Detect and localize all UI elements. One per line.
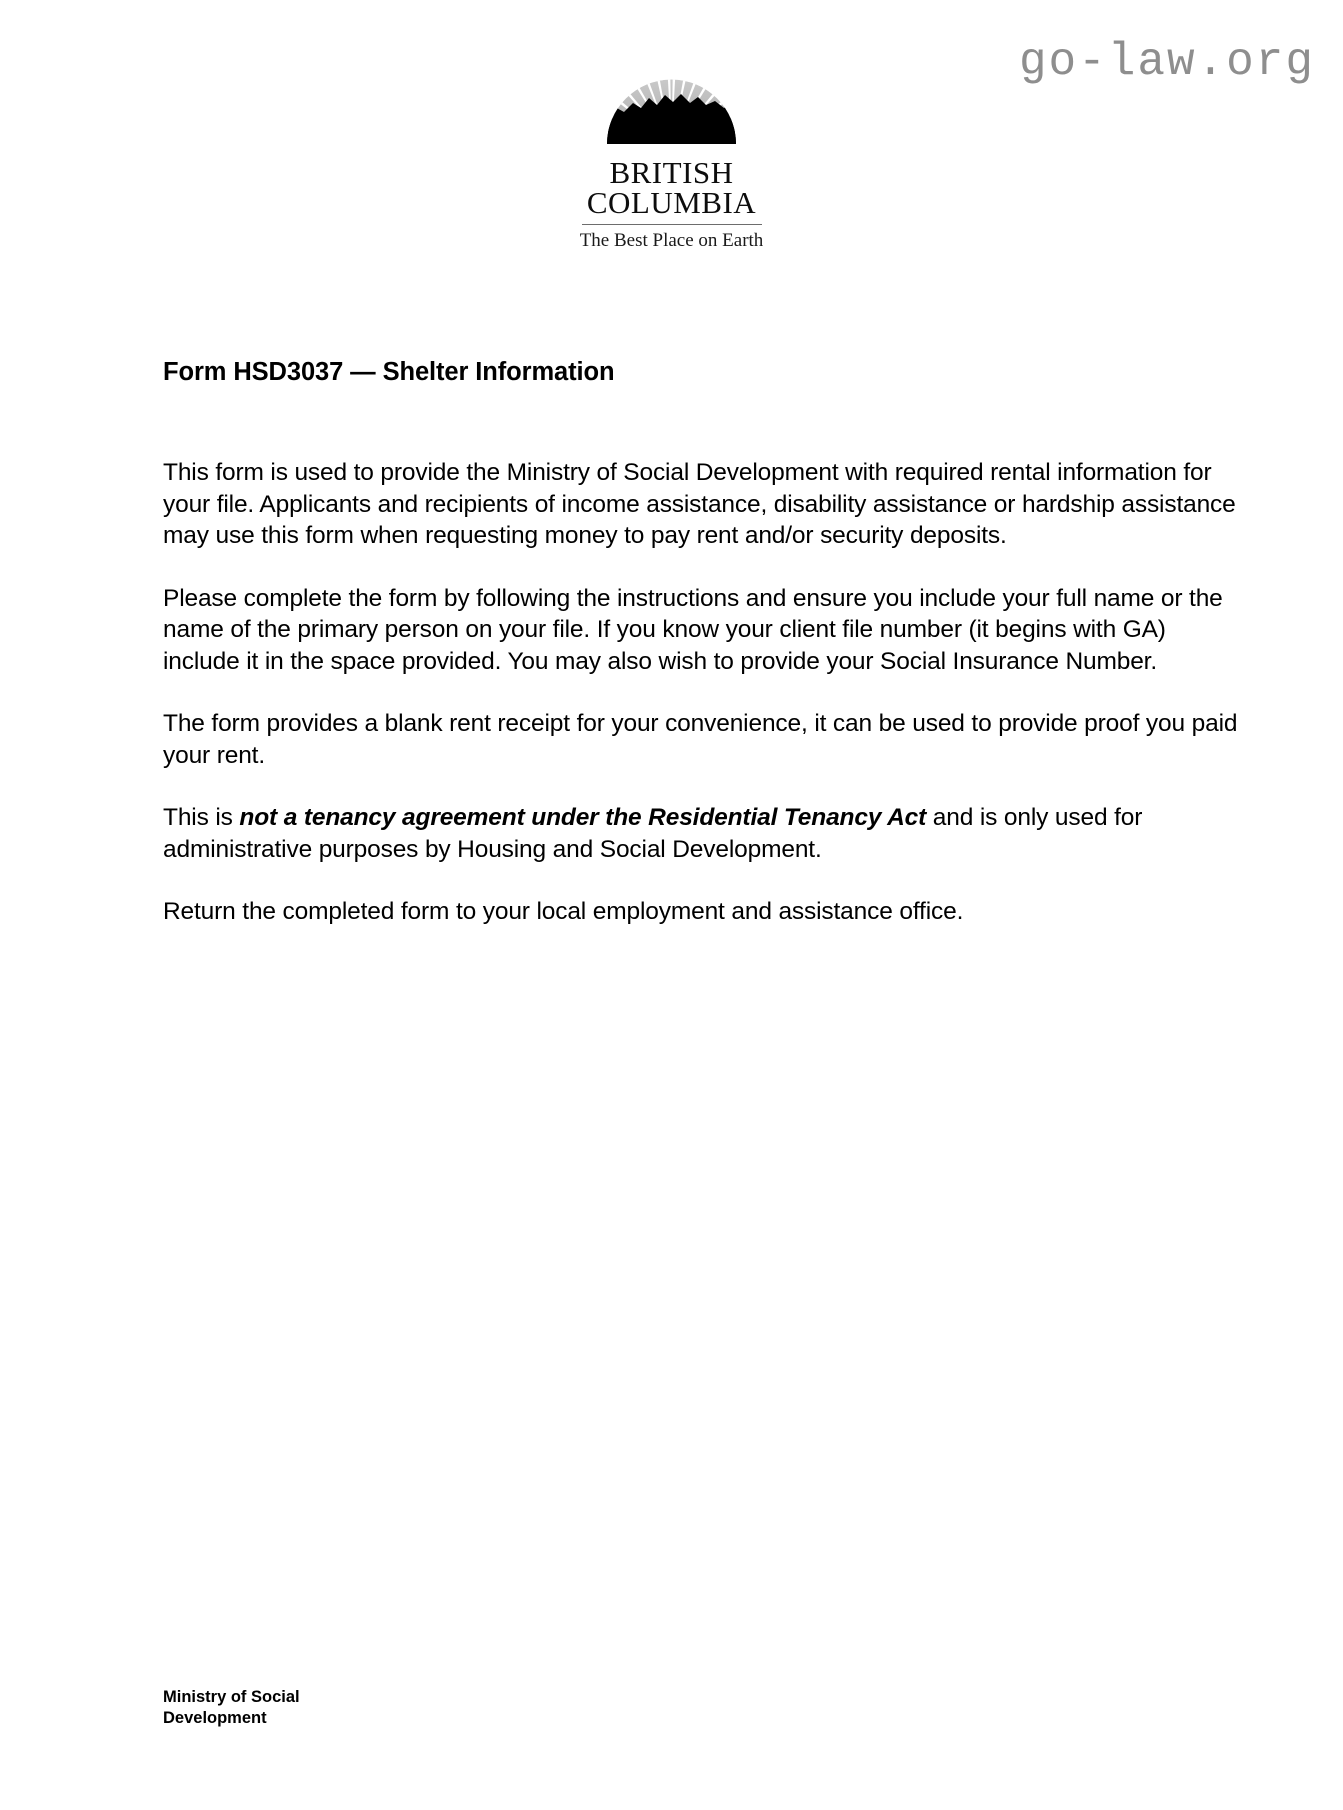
logo-tagline: The Best Place on Earth xyxy=(579,229,764,251)
logo-wordmark xyxy=(586,155,757,220)
paragraph-return-instructions: Return the completed form to your local employment and assistance office. xyxy=(163,898,964,925)
bc-government-logo xyxy=(0,72,1343,252)
page-title: Form HSD3037 — Shelter Information xyxy=(163,358,615,386)
page-footer xyxy=(163,1687,300,1729)
logo-wordmark-line-1: BRITISH xyxy=(609,155,734,190)
footer-line-1: Ministry of Social xyxy=(163,1688,300,1706)
paragraph-instructions: Please complete the form by following the instructions and ensure you include your full name or the name of the primary person on your file. If you know your client file number (it begins with GA) include it in the space provided. You may also wish to provide your Social Insurance Number. xyxy=(163,584,1223,675)
disclaimer-prefix: This is xyxy=(163,804,240,831)
disclaimer-suffix: and is only used for administrative purposes by Housing and Social Development. xyxy=(163,804,1143,863)
footer-line-2: Development xyxy=(163,1709,267,1727)
logo-divider-rule xyxy=(582,224,762,225)
site-watermark: go-law.org xyxy=(1018,36,1315,88)
document-body xyxy=(163,358,1243,928)
logo-wordmark-line-2: COLUMBIA xyxy=(586,184,757,220)
paragraph-purpose: This form is used to provide the Ministry of Social Development with required rental information for your file. Applicants and recipients of income assistance, disability assistance or hardship assistance may use this form when requesting money to pay rent and/or security deposits. xyxy=(163,459,1236,549)
paragraph-disclaimer xyxy=(163,802,1243,865)
bc-sunburst-mountain-icon xyxy=(605,72,738,147)
disclaimer-emphasis: not a tenancy agreement under the Residential Tenancy Act xyxy=(239,804,927,831)
paragraph-rent-receipt: The form provides a blank rent receipt for your convenience, it can be used to provide proof you paid your rent. xyxy=(163,710,1238,769)
